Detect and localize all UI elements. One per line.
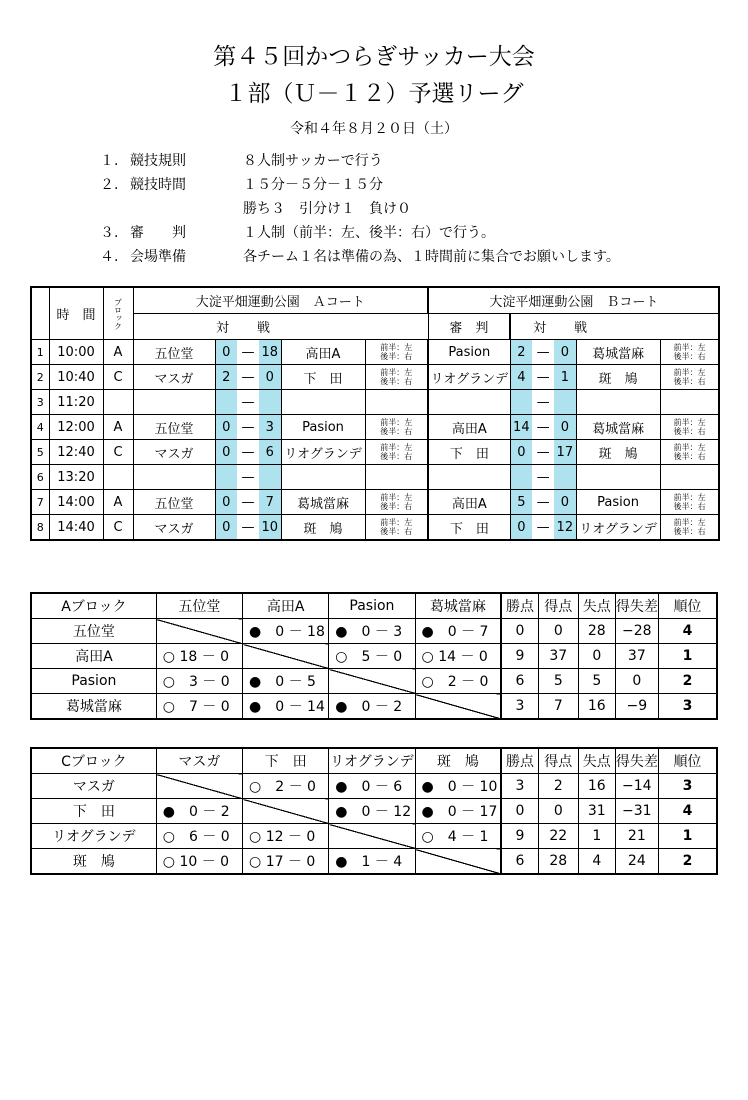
match-time: 14:00: [49, 490, 103, 515]
team-stat: 1: [658, 824, 717, 849]
team-name: 高田A: [31, 644, 156, 669]
header-blank: [31, 287, 49, 340]
match-result: ● 0 － 6: [329, 774, 415, 799]
referee-first-half: 前半：左: [380, 343, 413, 352]
home-score: 0: [215, 490, 237, 515]
home-team: 五位堂: [133, 490, 215, 515]
standings-header-row: [31, 748, 717, 774]
referee-cell: [365, 390, 428, 415]
standings-header-row: [31, 593, 717, 619]
home-score: 0: [215, 415, 237, 440]
away-team: リオグランデ: [576, 515, 660, 541]
rule-text: 各チーム１名は準備の為、１時間前に集合でお願いします。: [243, 249, 620, 265]
score-dash: —: [532, 415, 554, 440]
home-team: [133, 465, 215, 490]
block-c-standings: [30, 747, 718, 875]
self-match-cell: [415, 694, 501, 720]
match-result: ○ 6 － 0: [156, 824, 242, 849]
team-stat: −14: [615, 774, 658, 799]
stat-header: 失点: [578, 593, 615, 619]
match-result: ○ 4 － 1: [415, 824, 501, 849]
home-team: [428, 465, 510, 490]
rule-label: 審 判: [130, 225, 186, 241]
match-result: ● 0 － 14: [243, 694, 329, 720]
team-stat: 4: [578, 849, 615, 875]
home-team: マスガ: [133, 365, 215, 390]
home-score: [215, 390, 237, 415]
block-name: Aブロック: [31, 593, 156, 619]
score-dash: —: [237, 365, 259, 390]
match-block: C: [103, 515, 133, 541]
team-stat: 4: [658, 619, 717, 644]
home-team: 高田A: [428, 415, 510, 440]
block-a-standings: [30, 592, 718, 720]
score-dash: —: [237, 340, 259, 365]
match-time: 11:20: [49, 390, 103, 415]
rule-text: １人制（前半：左、後半：右）で行う。: [243, 225, 495, 241]
schedule-row: [31, 390, 719, 415]
referee-cell: [660, 365, 719, 390]
team-stat: 1: [578, 824, 615, 849]
referee-first-half: 前半：左: [380, 518, 413, 527]
score-dash: —: [237, 465, 259, 490]
rule-number: ３.: [100, 225, 119, 241]
home-score: 4: [510, 365, 532, 390]
rule-number: ４.: [100, 249, 119, 265]
referee-second-half: 後半：右: [380, 502, 413, 511]
referee-second-half: 後半：右: [673, 502, 706, 511]
match-time: 12:40: [49, 440, 103, 465]
away-score: 1: [554, 365, 576, 390]
match-time: 10:40: [49, 365, 103, 390]
score-dash: —: [237, 490, 259, 515]
away-score: 17: [554, 440, 576, 465]
team-stat: −9: [615, 694, 658, 720]
referee-cell: [660, 515, 719, 541]
team-name: マスガ: [31, 774, 156, 799]
referee-cell: [365, 340, 428, 365]
away-score: [554, 390, 576, 415]
home-score: 0: [510, 440, 532, 465]
team-stat: 7: [538, 694, 578, 720]
header-court-b: 大淀平畑運動公園 Ｂコート: [428, 287, 719, 314]
home-score: [510, 390, 532, 415]
referee-cell: [365, 515, 428, 541]
match-result: ○ 17 － 0: [243, 849, 329, 875]
match-result: ○ 5 － 0: [329, 644, 415, 669]
self-match-cell: [156, 774, 242, 799]
referee-cell: [365, 465, 428, 490]
team-stat: 16: [578, 774, 615, 799]
standings-row: [31, 669, 717, 694]
referee-cell: [365, 490, 428, 515]
away-team: 斑 鳩: [576, 365, 660, 390]
schedule-row: [31, 340, 719, 365]
team-column-header: 五位堂: [156, 593, 242, 619]
header-block: ブロック: [103, 287, 133, 340]
referee-second-half: 後半：右: [673, 377, 706, 386]
header-referee: 審 判: [428, 314, 510, 340]
match-result: ● 0 － 10: [415, 774, 501, 799]
team-stat: 37: [538, 644, 578, 669]
match-block: A: [103, 340, 133, 365]
self-match-cell: [156, 619, 242, 644]
team-stat: 1: [658, 644, 717, 669]
team-name: 下 田: [31, 799, 156, 824]
referee-first-half: 前半：左: [673, 343, 706, 352]
block-name: Cブロック: [31, 748, 156, 774]
match-number: 2: [31, 365, 49, 390]
match-result: ● 0 － 17: [415, 799, 501, 824]
away-team: 葛城當麻: [576, 340, 660, 365]
referee-second-half: 後半：右: [673, 352, 706, 361]
rule-text-points: 勝ち３ 引分け１ 負け０: [243, 201, 411, 217]
team-stat: 9: [501, 824, 538, 849]
home-score: [215, 465, 237, 490]
score-dash: —: [237, 440, 259, 465]
team-stat: 0: [615, 669, 658, 694]
home-score: 0: [215, 515, 237, 541]
self-match-cell: [329, 824, 415, 849]
team-column-header: マスガ: [156, 748, 242, 774]
away-team: [281, 390, 365, 415]
schedule-row: [31, 515, 719, 541]
stat-header: 得点: [538, 748, 578, 774]
schedule-row: [31, 465, 719, 490]
score-dash: —: [532, 490, 554, 515]
team-name: 葛城當麻: [31, 694, 156, 720]
match-block: [103, 390, 133, 415]
team-column-header: 下 田: [243, 748, 329, 774]
team-stat: 6: [501, 849, 538, 875]
team-name: Pasion: [31, 669, 156, 694]
score-dash: —: [237, 515, 259, 541]
match-time: 14:40: [49, 515, 103, 541]
team-stat: 24: [615, 849, 658, 875]
header-court-a: 大淀平畑運動公園 Ａコート: [133, 287, 428, 314]
away-team: Pasion: [281, 415, 365, 440]
match-number: 7: [31, 490, 49, 515]
home-team: 五位堂: [133, 340, 215, 365]
team-stat: 5: [578, 669, 615, 694]
away-score: [259, 390, 281, 415]
team-column-header: 斑 鳩: [415, 748, 501, 774]
referee-second-half: 後半：右: [380, 452, 413, 461]
team-stat: 2: [658, 669, 717, 694]
referee-second-half: 後半：右: [673, 527, 706, 536]
team-stat: 3: [658, 694, 717, 720]
away-team: [576, 465, 660, 490]
away-score: 12: [554, 515, 576, 541]
match-number: 8: [31, 515, 49, 541]
team-stat: 37: [615, 644, 658, 669]
match-result: ○ 12 － 0: [243, 824, 329, 849]
referee-cell: [660, 340, 719, 365]
home-team: 下 田: [428, 440, 510, 465]
header-match: 対: [133, 314, 237, 340]
referee-second-half: 後半：右: [380, 527, 413, 536]
home-team: [428, 390, 510, 415]
away-score: [259, 465, 281, 490]
home-score: 0: [510, 515, 532, 541]
team-name: 斑 鳩: [31, 849, 156, 875]
schedule-row: [31, 490, 719, 515]
team-column-header: Pasion: [329, 593, 415, 619]
standings-row: [31, 849, 717, 875]
stat-header: 失点: [578, 748, 615, 774]
team-stat: 2: [538, 774, 578, 799]
match-block: [103, 465, 133, 490]
team-column-header: 葛城當麻: [415, 593, 501, 619]
rule-number: ２.: [100, 177, 119, 193]
stat-header: 得点: [538, 593, 578, 619]
referee-cell: [660, 390, 719, 415]
referee-first-half: 前半：左: [673, 368, 706, 377]
match-result: ● 0 － 3: [329, 619, 415, 644]
schedule-row: [31, 415, 719, 440]
referee-first-half: 前半：左: [380, 368, 413, 377]
score-dash: —: [532, 390, 554, 415]
home-team: 五位堂: [133, 415, 215, 440]
away-team: 斑 鳩: [576, 440, 660, 465]
away-score: 6: [259, 440, 281, 465]
home-team: マスガ: [133, 440, 215, 465]
referee-first-half: 前半：左: [380, 418, 413, 427]
match-number: 5: [31, 440, 49, 465]
score-dash: —: [532, 465, 554, 490]
referee-first-half: 前半：左: [380, 493, 413, 502]
schedule-subheader-row: [31, 314, 719, 340]
away-team: 高田A: [281, 340, 365, 365]
team-name: 五位堂: [31, 619, 156, 644]
away-score: 0: [554, 490, 576, 515]
event-date: 令和４年８月２０日（土）: [290, 121, 458, 137]
header-match: 戦: [237, 314, 428, 340]
match-block: A: [103, 490, 133, 515]
match-block: A: [103, 415, 133, 440]
standings-row: [31, 799, 717, 824]
referee-cell: [365, 440, 428, 465]
home-score: 5: [510, 490, 532, 515]
self-match-cell: [329, 669, 415, 694]
standings-row: [31, 694, 717, 720]
home-team: 高田A: [428, 490, 510, 515]
team-column-header: リオグランデ: [329, 748, 415, 774]
stat-header: 勝点: [501, 593, 538, 619]
team-stat: 0: [538, 619, 578, 644]
away-score: 10: [259, 515, 281, 541]
away-team: 下 田: [281, 365, 365, 390]
team-stat: 6: [501, 669, 538, 694]
header-match: 対: [510, 314, 554, 340]
standings-row: [31, 644, 717, 669]
referee-first-half: 前半：左: [673, 518, 706, 527]
home-score: 0: [215, 340, 237, 365]
schedule-row: [31, 440, 719, 465]
away-team: [576, 390, 660, 415]
home-score: 0: [215, 440, 237, 465]
score-dash: —: [237, 415, 259, 440]
self-match-cell: [243, 644, 329, 669]
referee-second-half: 後半：右: [380, 427, 413, 436]
team-stat: 16: [578, 694, 615, 720]
team-stat: 3: [658, 774, 717, 799]
referee-cell: [660, 490, 719, 515]
referee-first-half: 前半：左: [673, 443, 706, 452]
team-stat: 4: [658, 799, 717, 824]
away-team: リオグランデ: [281, 440, 365, 465]
match-result: ● 0 － 5: [243, 669, 329, 694]
home-team: リオグランデ: [428, 365, 510, 390]
referee-second-half: 後半：右: [380, 352, 413, 361]
stat-header: 得失差: [615, 593, 658, 619]
stat-header: 順位: [658, 593, 717, 619]
page-title: 第４５回かつらぎサッカー大会: [213, 44, 535, 70]
referee-first-half: 前半：左: [380, 443, 413, 452]
schedule-header-row: [31, 287, 719, 314]
home-score: [510, 465, 532, 490]
referee-first-half: 前半：左: [673, 418, 706, 427]
away-score: 3: [259, 415, 281, 440]
schedule-row: [31, 365, 719, 390]
referee-cell: [660, 465, 719, 490]
away-score: 18: [259, 340, 281, 365]
team-stat: 31: [578, 799, 615, 824]
header-time: 時 間: [49, 287, 103, 340]
stat-header: 勝点: [501, 748, 538, 774]
referee-second-half: 後半：右: [380, 377, 413, 386]
page-subtitle: １部（Ｕ－１２）予選リーグ: [224, 81, 524, 107]
match-result: ○ 18 － 0: [156, 644, 242, 669]
match-result: ● 0 － 18: [243, 619, 329, 644]
rule-label: 会場準備: [130, 249, 186, 265]
home-score: 14: [510, 415, 532, 440]
team-stat: 2: [658, 849, 717, 875]
rule-label: 競技規則: [130, 153, 186, 169]
team-name: リオグランデ: [31, 824, 156, 849]
away-score: [554, 465, 576, 490]
score-dash: —: [532, 365, 554, 390]
away-team: 葛城當麻: [281, 490, 365, 515]
team-stat: 0: [578, 644, 615, 669]
team-stat: 0: [538, 799, 578, 824]
self-match-cell: [415, 849, 501, 875]
referee-cell: [660, 440, 719, 465]
match-time: 12:00: [49, 415, 103, 440]
match-number: 6: [31, 465, 49, 490]
stat-header: 順位: [658, 748, 717, 774]
home-team: Pasion: [428, 340, 510, 365]
match-result: ● 0 － 2: [156, 799, 242, 824]
team-stat: 28: [538, 849, 578, 875]
referee-second-half: 後半：右: [673, 452, 706, 461]
match-result: ○ 3 － 0: [156, 669, 242, 694]
match-result: ● 0 － 7: [415, 619, 501, 644]
away-team: 斑 鳩: [281, 515, 365, 541]
away-team: Pasion: [576, 490, 660, 515]
team-stat: −31: [615, 799, 658, 824]
header-match: 戦: [554, 314, 719, 340]
score-dash: —: [532, 515, 554, 541]
rule-number: １.: [100, 153, 119, 169]
referee-cell: [365, 365, 428, 390]
team-stat: 5: [538, 669, 578, 694]
home-team: [133, 390, 215, 415]
referee-cell: [660, 415, 719, 440]
match-block: C: [103, 440, 133, 465]
home-team: マスガ: [133, 515, 215, 541]
team-stat: 3: [501, 694, 538, 720]
schedule-table: [30, 286, 720, 541]
rule-text: １５分－５分－１５分: [243, 177, 383, 193]
stat-header: 得失差: [615, 748, 658, 774]
match-result: ● 0 － 2: [329, 694, 415, 720]
home-score: 2: [215, 365, 237, 390]
home-score: 2: [510, 340, 532, 365]
away-team: 葛城當麻: [576, 415, 660, 440]
away-score: 7: [259, 490, 281, 515]
referee-second-half: 後半：右: [673, 427, 706, 436]
team-stat: 22: [538, 824, 578, 849]
match-number: 4: [31, 415, 49, 440]
standings-row: [31, 619, 717, 644]
match-time: 10:00: [49, 340, 103, 365]
team-stat: 9: [501, 644, 538, 669]
match-time: 13:20: [49, 465, 103, 490]
match-result: ● 1 － 4: [329, 849, 415, 875]
score-dash: —: [532, 340, 554, 365]
match-result: ○ 14 － 0: [415, 644, 501, 669]
match-result: ○ 7 － 0: [156, 694, 242, 720]
home-team: 下 田: [428, 515, 510, 541]
team-stat: 0: [501, 799, 538, 824]
away-score: 0: [554, 415, 576, 440]
team-stat: 21: [615, 824, 658, 849]
away-score: 0: [259, 365, 281, 390]
match-result: ○ 2 － 0: [415, 669, 501, 694]
away-score: 0: [554, 340, 576, 365]
match-result: ○ 10 － 0: [156, 849, 242, 875]
score-dash: —: [532, 440, 554, 465]
team-stat: −28: [615, 619, 658, 644]
standings-row: [31, 824, 717, 849]
match-block: C: [103, 365, 133, 390]
match-result: ● 0 － 12: [329, 799, 415, 824]
self-match-cell: [243, 799, 329, 824]
referee-cell: [365, 415, 428, 440]
match-result: ○ 2 － 0: [243, 774, 329, 799]
away-team: [281, 465, 365, 490]
rule-label: 競技時間: [130, 177, 186, 193]
referee-first-half: 前半：左: [673, 493, 706, 502]
match-number: 3: [31, 390, 49, 415]
team-column-header: 高田A: [243, 593, 329, 619]
team-stat: 28: [578, 619, 615, 644]
team-stat: 3: [501, 774, 538, 799]
score-dash: —: [237, 390, 259, 415]
rule-text: ８人制サッカーで行う: [243, 153, 383, 169]
team-stat: 0: [501, 619, 538, 644]
standings-row: [31, 774, 717, 799]
match-number: 1: [31, 340, 49, 365]
